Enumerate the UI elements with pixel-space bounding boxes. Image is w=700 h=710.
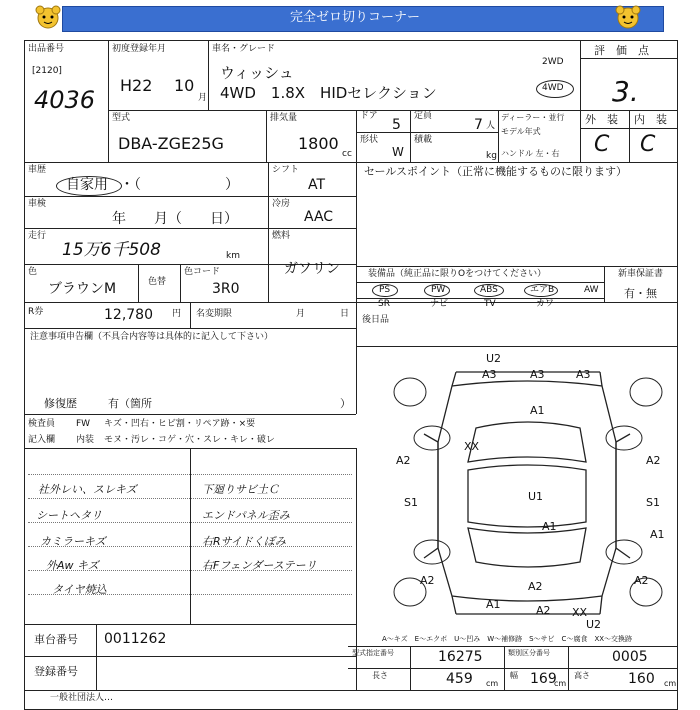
equip-sr: SR	[378, 299, 390, 309]
mark-s1-left: S1	[404, 496, 418, 509]
equipment-label: 装備品（純正品に限りOをつけてください）	[368, 269, 547, 279]
mark-a2-left: A2	[396, 454, 411, 467]
mark-a3-3: A3	[576, 368, 591, 381]
notes-label: 注意事項申告欄（不具合内容等は具体的に記入して下さい）	[30, 332, 274, 342]
mileage-unit: km	[226, 251, 240, 261]
equip-navi: ナビ	[430, 299, 449, 309]
diagram-legend: A～キズ E～エクボ U～凹み W～補修跡 S～サビ C～腐食 XX～交換跡	[382, 635, 633, 643]
history-value: 自家用	[66, 177, 108, 193]
load-label: 積載	[414, 135, 433, 145]
mark-a1-side: A1	[650, 528, 665, 541]
note-right-3: 右Rサイドくぼみ	[202, 535, 286, 548]
mascot-left-icon	[34, 4, 62, 32]
transfer-month: 月	[296, 309, 306, 319]
note-right-4: 右Fフェンダーステーリ	[202, 559, 317, 572]
lot-sub: [2120]	[32, 66, 62, 76]
capacity-label: 定員	[414, 111, 433, 121]
first-reg-month: 10	[174, 76, 195, 95]
score-label: 評 価 点	[594, 44, 649, 57]
legend-row1: キズ・凹右・ヒビ割・リペア跡・×要	[104, 419, 256, 429]
first-reg-month-unit: 月	[198, 93, 208, 103]
shape-value: W	[392, 145, 404, 159]
color-value: ブラウンM	[48, 281, 117, 297]
height-unit: cm	[664, 679, 677, 688]
mark-a2-bumper: A2	[536, 604, 551, 617]
code-value: 3R0	[212, 281, 240, 297]
lot-label: 出品番号	[28, 44, 65, 54]
shift-label: シフト	[272, 165, 300, 175]
interior-value: C	[640, 132, 656, 157]
car-name: ウィッシュ	[220, 64, 294, 82]
warranty-value: 有・無	[624, 287, 657, 300]
equip-ps: PS	[379, 285, 391, 295]
entry-label: 記入欄	[28, 435, 56, 445]
equip-aw: AW	[584, 285, 599, 295]
mark-a2-rear: A2	[528, 580, 543, 593]
fuel-label: 燃料	[272, 231, 291, 241]
note-left-5: タイヤ焼込	[52, 583, 107, 596]
mark-u2-top: U2	[486, 352, 502, 365]
footer-text: 一般社団法人…	[50, 693, 114, 703]
inspection-value: 年 月（ 日）	[112, 211, 238, 227]
equip-pw: PW	[431, 285, 446, 295]
tone-label: 色替	[148, 277, 167, 287]
mark-a2-rr: A2	[634, 574, 649, 587]
mark-a1-front: A1	[530, 404, 545, 417]
repair-close: ）	[340, 397, 351, 410]
inspection-label: 車検	[28, 199, 47, 209]
note-left-3: カミラーキズ	[40, 535, 106, 548]
mark-a3-1: A3	[482, 368, 497, 381]
note-right-1: 下廻りサビ土Ｃ	[202, 483, 279, 496]
header-title: 完全ゼロ切りコーナー	[290, 10, 421, 25]
cooler-label: 冷房	[272, 199, 291, 209]
mark-a1-roof: A1	[542, 520, 557, 533]
recycle-unit: 円	[172, 309, 182, 319]
vehicle-damage-diagram	[380, 352, 676, 630]
rear-label: 後日品	[362, 315, 390, 325]
fuel-value: ガソリン	[284, 261, 340, 277]
car-grade: 4WD 1.8X HIDセレクション	[220, 84, 437, 102]
class-label: 類別区分番号	[508, 649, 550, 657]
displacement-unit: cc	[342, 149, 352, 159]
equip-abs: ABS	[480, 285, 498, 295]
dealer-handle: ハンドル 左・右	[501, 149, 560, 158]
mileage-value: 15万6千508	[62, 240, 161, 260]
repair-label: 修復歴	[44, 397, 77, 410]
type-designation-value: 16275	[438, 649, 483, 665]
shape-label: 形状	[360, 135, 379, 145]
note-right-2: エンドパネル歪み	[202, 509, 290, 522]
registration-label: 登録番号	[34, 665, 78, 678]
drive-2wd: 2WD	[542, 57, 564, 67]
mark-a2-right: A2	[646, 454, 661, 467]
doors-value: 5	[392, 117, 401, 133]
mark-u1: U1	[528, 490, 544, 503]
first-reg-label: 初度登録年月	[112, 44, 167, 54]
score-value: 3.	[612, 75, 639, 108]
displacement-label: 排気量	[270, 113, 298, 123]
history-label: 車歴	[28, 165, 47, 175]
mark-s1-right: S1	[646, 496, 660, 509]
capacity-unit: 人	[486, 121, 496, 131]
selling-points-label: セールスポイント（正常に機能するものに限ります）	[364, 165, 628, 178]
dealer-model-year: モデル年式	[501, 127, 541, 136]
note-left-1: 社外レい、スレキズ	[38, 483, 137, 496]
interior-label: 内 装	[634, 113, 667, 126]
exterior-label: 外 装	[585, 113, 618, 126]
mark-xx-rear: XX	[572, 606, 588, 619]
displacement-value: 1800	[298, 134, 339, 153]
chassis-label: 車台番号	[34, 633, 78, 646]
width-value: 169	[530, 671, 557, 687]
repair-value: 有（箇所	[108, 397, 152, 410]
dealer-import: ディーラー・並行	[501, 113, 565, 122]
equip-leather: カワ	[536, 299, 555, 309]
length-unit: cm	[486, 679, 499, 688]
length-value: 459	[446, 671, 473, 687]
history-rest: ・（ ）	[120, 177, 239, 193]
equip-airbag: エアB	[530, 285, 555, 295]
note-left-4: 外Aw キズ	[46, 559, 99, 572]
type-designation-label: 型式指定番号	[352, 649, 394, 657]
exterior-value: C	[594, 132, 610, 157]
doors-label: ドア	[360, 111, 378, 121]
warranty-label: 新車保証書	[618, 269, 664, 279]
color-label: 色	[28, 267, 38, 277]
transfer-label: 名変期限	[196, 309, 233, 319]
drive-4wd: 4WD	[542, 83, 564, 93]
legend-row1-prefix: FW	[76, 419, 91, 429]
chassis-value: 0011262	[104, 631, 167, 647]
mark-u2-rear: U2	[586, 618, 602, 630]
model-value: DBA-ZGE25G	[118, 134, 224, 153]
length-label: 長さ	[372, 671, 388, 680]
height-label: 高さ	[574, 671, 590, 680]
mark-a1-rear: A1	[486, 598, 501, 611]
mark-a2-rl: A2	[420, 574, 435, 587]
recycle-value: 12,780	[104, 307, 153, 323]
legend-row2: モヌ・汚レ・コゲ・穴・スレ・キレ・破レ	[104, 435, 275, 445]
class-value: 0005	[612, 649, 648, 665]
mileage-label: 走行	[28, 231, 47, 241]
height-value: 160	[628, 671, 655, 687]
transfer-day: 日	[340, 309, 350, 319]
note-left-2: シートヘタリ	[36, 509, 102, 522]
inspector-label: 検査員	[28, 419, 56, 429]
shift-value: AT	[308, 177, 326, 193]
legend-row2-prefix: 内装	[76, 435, 95, 445]
equip-tv: TV	[484, 299, 496, 309]
recycle-label: R券	[28, 307, 44, 317]
mark-a3-2: A3	[530, 368, 545, 381]
mascot-right-icon	[614, 4, 642, 32]
code-label: 色コード	[184, 267, 221, 277]
capacity-value: 7	[474, 117, 483, 133]
load-unit: kg	[486, 151, 497, 161]
width-unit: cm	[554, 679, 567, 688]
lot-value: 4036	[34, 86, 96, 114]
first-reg-era: H22	[120, 76, 153, 95]
width-label: 幅	[510, 671, 518, 680]
cooler-value: AAC	[304, 209, 334, 225]
mark-xx-left: XX	[464, 440, 480, 453]
car-label: 車名・グレード	[212, 44, 276, 54]
model-label: 型式	[112, 113, 131, 123]
